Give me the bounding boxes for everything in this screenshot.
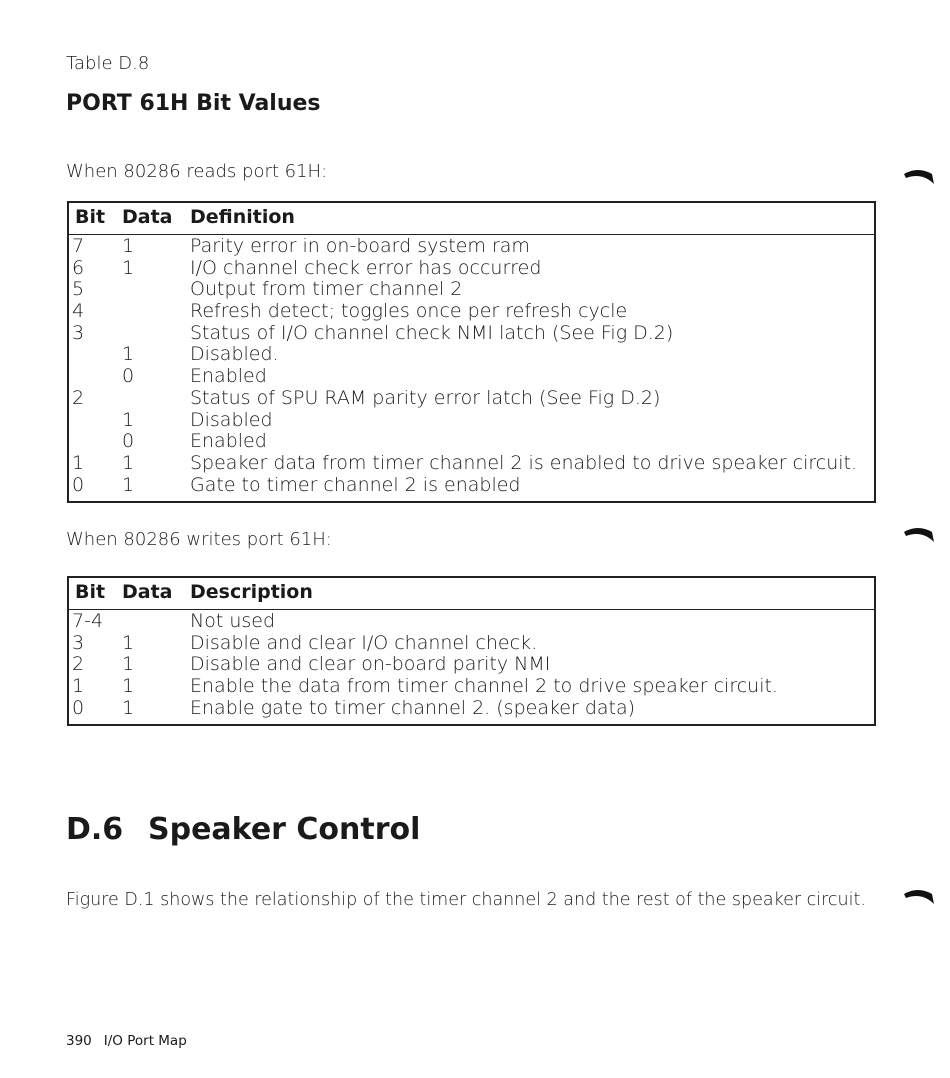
definition-cell: Disabled.: [190, 343, 279, 366]
margin-tab-mark: [902, 884, 936, 906]
bit-cell: 1: [72, 451, 85, 474]
header-data: Data: [122, 581, 173, 603]
table-row: [69, 301, 874, 323]
margin-tab-mark: [902, 164, 936, 186]
definition-cell: Enable gate to timer channel 2. (speaker data): [190, 696, 636, 719]
table-body: [69, 610, 874, 719]
header-bit: Bit: [75, 206, 106, 228]
bit-cell: 0: [72, 473, 85, 496]
page-footer: [66, 1033, 187, 1049]
definition-cell: Gate to timer channel 2 is enabled: [190, 473, 521, 496]
data-cell: 1: [122, 631, 135, 654]
definition-cell: Enable the data from timer channel 2 to drive speaker circuit.: [190, 675, 778, 698]
margin-tab-mark: [902, 522, 936, 544]
table-row: [69, 279, 874, 301]
table-row: [69, 453, 874, 475]
bit-cell: 1: [72, 675, 85, 698]
table-header: [69, 578, 874, 610]
definition-cell: Status of I/O channel check NMI latch (See Fig D.2): [190, 321, 674, 344]
definition-cell: Disable and clear I/O channel check.: [190, 631, 538, 654]
section-number: D.6: [66, 812, 124, 847]
data-cell: 0: [122, 430, 135, 453]
data-cell: 1: [122, 696, 135, 719]
write-bit-table: [67, 576, 876, 726]
definition-cell: I/O channel check error has occurred: [190, 256, 542, 279]
definition-cell: Parity error in on-board system ram: [190, 235, 530, 257]
table-label: Table D.8: [66, 53, 150, 74]
table-row: [69, 258, 874, 280]
table-row: [69, 676, 874, 698]
data-cell: 1: [122, 675, 135, 698]
section-title: Speaker Control: [148, 812, 421, 847]
table-body: [69, 235, 874, 496]
definition-cell: Disabled: [190, 408, 273, 431]
table-row: [69, 633, 874, 655]
bit-cell: 7: [72, 235, 85, 257]
read-intro: When 80286 reads port 61H:: [66, 161, 328, 182]
definition-cell: Output from timer channel 2: [190, 278, 463, 301]
bit-cell: 3: [72, 321, 85, 344]
bit-cell: 5: [72, 278, 85, 301]
definition-cell: Disable and clear on-board parity NMI: [190, 653, 551, 676]
definition-cell: Status of SPU RAM parity error latch (See Fig D.2): [190, 386, 661, 409]
read-bit-table: [67, 201, 876, 503]
table-row: [69, 323, 874, 345]
definition-cell: Speaker data from timer channel 2 is enabled to drive speaker circuit.: [190, 451, 858, 474]
section-heading: [66, 812, 420, 847]
table-row: [69, 366, 874, 388]
table-title: PORT 61H Bit Values: [66, 91, 321, 116]
data-cell: 1: [122, 256, 135, 279]
header-bit: Bit: [75, 581, 106, 603]
table-row: [69, 236, 874, 258]
data-cell: 1: [122, 408, 135, 431]
bit-cell: 7-4: [72, 610, 104, 632]
bit-cell: 0: [72, 696, 85, 719]
data-cell: 1: [122, 343, 135, 366]
header-description: Description: [190, 581, 313, 603]
bit-cell: 4: [72, 300, 85, 323]
table-row: [69, 388, 874, 410]
data-cell: 1: [122, 473, 135, 496]
table-row: [69, 654, 874, 676]
definition-cell: Refresh detect; toggles once per refresh cycle: [190, 300, 628, 323]
data-cell: 1: [122, 451, 135, 474]
bit-cell: 2: [72, 386, 85, 409]
table-row: [69, 431, 874, 453]
bit-cell: 3: [72, 631, 85, 654]
definition-cell: Enabled: [190, 365, 267, 388]
data-cell: 1: [122, 653, 135, 676]
header-definition: Definition: [190, 206, 295, 228]
data-cell: 0: [122, 365, 135, 388]
table-row: [69, 344, 874, 366]
header-data: Data: [122, 206, 173, 228]
table-row: [69, 410, 874, 432]
table-header: [69, 203, 874, 235]
table-row: [69, 698, 874, 720]
body-paragraph: Figure D.1 shows the relationship of the timer channel 2 and the rest of the speaker circuit.: [66, 890, 866, 910]
definition-cell: Enabled: [190, 430, 267, 453]
bit-cell: 2: [72, 653, 85, 676]
page-number: 390: [66, 1033, 92, 1049]
data-cell: 1: [122, 235, 135, 257]
bit-cell: 6: [72, 256, 85, 279]
table-row: [69, 475, 874, 497]
running-title: I/O Port Map: [103, 1033, 187, 1049]
table-row: [69, 611, 874, 633]
definition-cell: Not used: [190, 610, 276, 632]
write-intro: When 80286 writes port 61H:: [66, 529, 332, 550]
